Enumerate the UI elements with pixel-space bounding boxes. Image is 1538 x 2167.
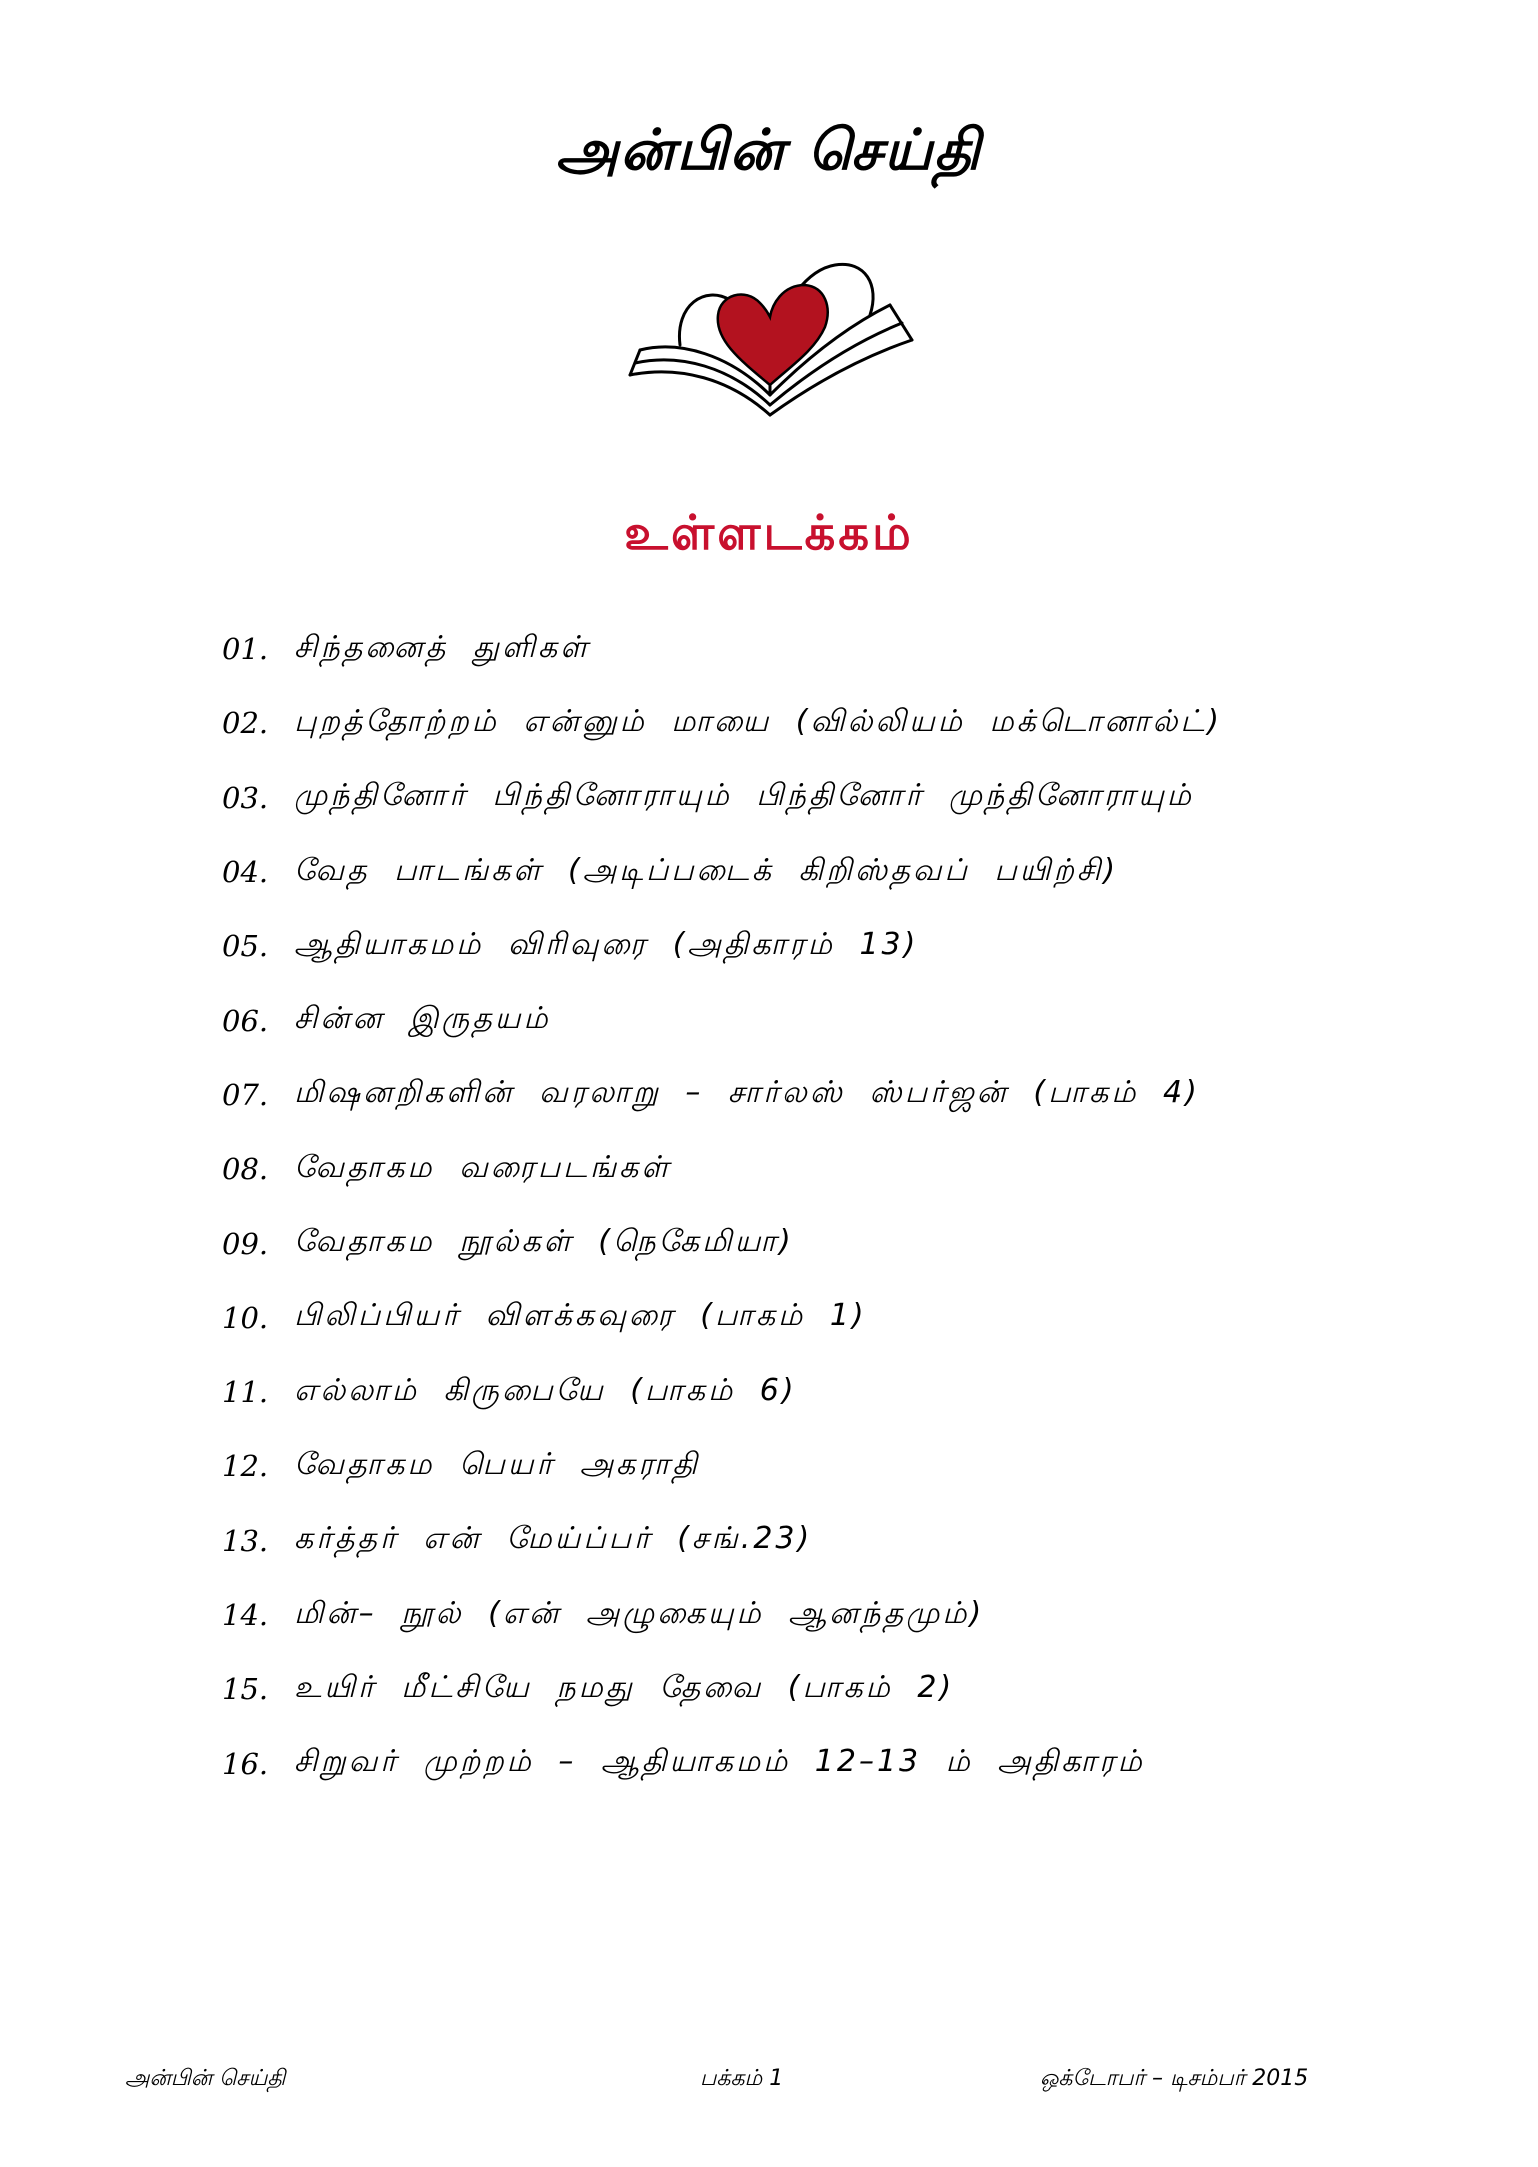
item-title: சிறுவர் முற்றம் – ஆதியாகமம் 12–13 ம் அதிகாரம் — [294, 1744, 1145, 1780]
footer-issue-date: ஒக்டோபர் – டிசம்பர் 2015 — [1040, 2066, 1309, 2091]
list-item — [222, 686, 1402, 760]
item-number: 13. — [222, 1523, 269, 1558]
item-number: 15. — [222, 1672, 269, 1707]
item-number: 16. — [222, 1746, 269, 1781]
item-title: வேத பாடங்கள் (அடிப்படைக் கிறிஸ்தவப் பயிற்சி) — [294, 852, 1119, 888]
list-item — [222, 1652, 1402, 1726]
list-item — [222, 1429, 1402, 1503]
list-item — [222, 612, 1402, 686]
list-item — [222, 835, 1402, 909]
item-title: உயிர் மீட்சியே நமது தேவை (பாகம் 2) — [294, 1669, 955, 1705]
item-number: 07. — [222, 1077, 269, 1112]
list-item — [222, 1504, 1402, 1578]
item-number: 01. — [222, 632, 269, 667]
list-item — [222, 1206, 1402, 1280]
item-title: மின்– நூல் (என் அழுகையும் ஆனந்தமும்) — [294, 1595, 985, 1631]
item-title: வேதாகம பெயர் அகராதி — [294, 1446, 700, 1482]
item-title: புறத்தோற்றம் என்னும் மாயை (வில்லியம் மக்டொனால்ட்) — [294, 703, 1222, 739]
item-title: வேதாகம வரைபடங்கள் — [294, 1149, 672, 1185]
item-title: வேதாகம நூல்கள் (நெகேமியா) — [294, 1224, 794, 1260]
list-item — [222, 761, 1402, 835]
item-number: 11. — [222, 1375, 269, 1410]
item-number: 12. — [222, 1449, 269, 1484]
item-title: பிலிப்பியர் விளக்கவுரை (பாகம் 1) — [294, 1298, 867, 1334]
item-number: 05. — [222, 929, 269, 964]
item-number: 06. — [222, 1003, 269, 1038]
masthead-title: அன்பின் செய்தி — [556, 118, 982, 183]
list-item — [222, 1726, 1402, 1800]
list-item — [222, 1132, 1402, 1206]
item-title: கர்த்தர் என் மேய்ப்பர் (சங்.23) — [294, 1521, 813, 1557]
list-item — [222, 1355, 1402, 1429]
item-number: 08. — [222, 1152, 269, 1187]
contents-heading: உள்ளடக்கம் — [624, 505, 914, 561]
item-title: ஆதியாகமம் விரிவுரை (அதிகாரம் 13) — [294, 926, 919, 962]
list-item — [222, 1281, 1402, 1355]
list-item — [222, 909, 1402, 983]
item-number: 09. — [222, 1226, 269, 1261]
item-number: 04. — [222, 855, 269, 890]
list-item — [222, 1058, 1402, 1132]
item-title: சிந்தனைத் துளிகள் — [294, 629, 591, 665]
open-book-heart-icon — [620, 245, 920, 425]
footer-page-number: பக்கம் 1 — [700, 2066, 784, 2091]
item-title: முந்தினோர் பிந்தினோராயும் பிந்தினோர் முந்தினோராயும் — [294, 778, 1194, 814]
item-title: மிஷனறிகளின் வரலாறு – சார்லஸ் ஸ்பர்ஜன் (பாகம் 4) — [294, 1075, 1200, 1111]
item-title: எல்லாம் கிருபையே (பாகம் 6) — [294, 1372, 797, 1408]
item-title: சின்ன இருதயம் — [294, 1001, 551, 1037]
footer-publication-name: அன்பின் செய்தி — [125, 2066, 286, 2091]
item-number: 14. — [222, 1598, 269, 1632]
item-number: 02. — [222, 706, 269, 741]
list-item — [222, 983, 1402, 1057]
list-item — [222, 1578, 1402, 1652]
item-number: 03. — [222, 780, 269, 815]
item-number: 10. — [222, 1300, 269, 1335]
contents-list — [222, 612, 1402, 1801]
heart-shape — [718, 285, 828, 385]
